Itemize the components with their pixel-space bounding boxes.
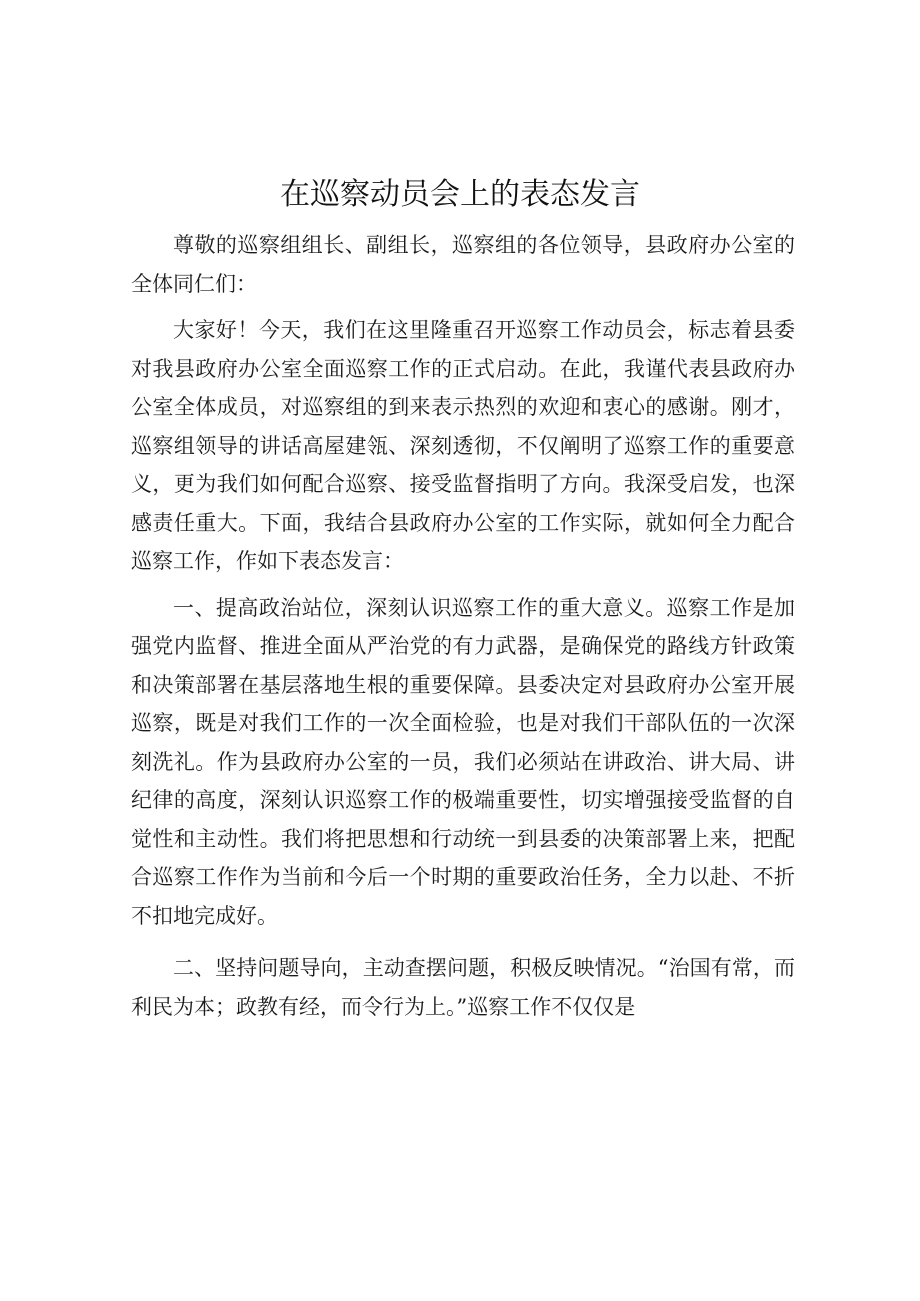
section-one-paragraph: 一、提高政治站位，深刻认识巡察工作的重大意义。巡察工作是加强党内监督、推进全面从严治党的有力武器，是确保党的路线方针政策和决策部署在基层落地生根的重要保障。县委决定对县政府办公室开展巡察，既是对我们工作的一次全面检验，也是对我们干部队伍的一次深刻洗礼。作为县政府办公室的一员，我们必须站在讲政治、讲大局、讲纪律的高度，深刻认识巡察工作的极端重要性，切实增强接受监督的自觉性和主动性。我们将把思想和行动统一到县委的决策部署上来，把配合巡察工作作为当前和今后一个时期的重要政治任务，全力以赴、不折不扣地完成好。 (131, 595, 795, 928)
opening-paragraph: 大家好！今天，我们在这里隆重召开巡察工作动员会，标志着县委对我县政府办公室全面巡察工作的正式启动。在此，我谨代表县政府办公室全体成员，对巡察组的到来表示热烈的欢迎和衷心的感谢。刚才，巡察组领导的讲话高屋建瓴、深刻透彻，不仅阐明了巡察工作的重要意义，更为我们如何配合巡察、接受监督指明了方向。我深受启发，也深感责任重大。下面，我结合县政府办公室的工作实际，就如何全力配合巡察工作，作如下表态发言： (131, 318, 795, 573)
section-two-paragraph: 二、坚持问题导向，主动查摆问题，积极反映情况。“治国有常，而利民为本；政教有经，而令行为上。”巡察工作不仅仅是 (131, 956, 795, 1019)
salutation-paragraph: 尊敬的巡察组组长、副组长，巡察组的各位领导，县政府办公室的全体同仁们： (131, 233, 795, 296)
document-body (131, 226, 795, 1026)
page-title: 在巡察动员会上的表态发言 (280, 177, 640, 212)
